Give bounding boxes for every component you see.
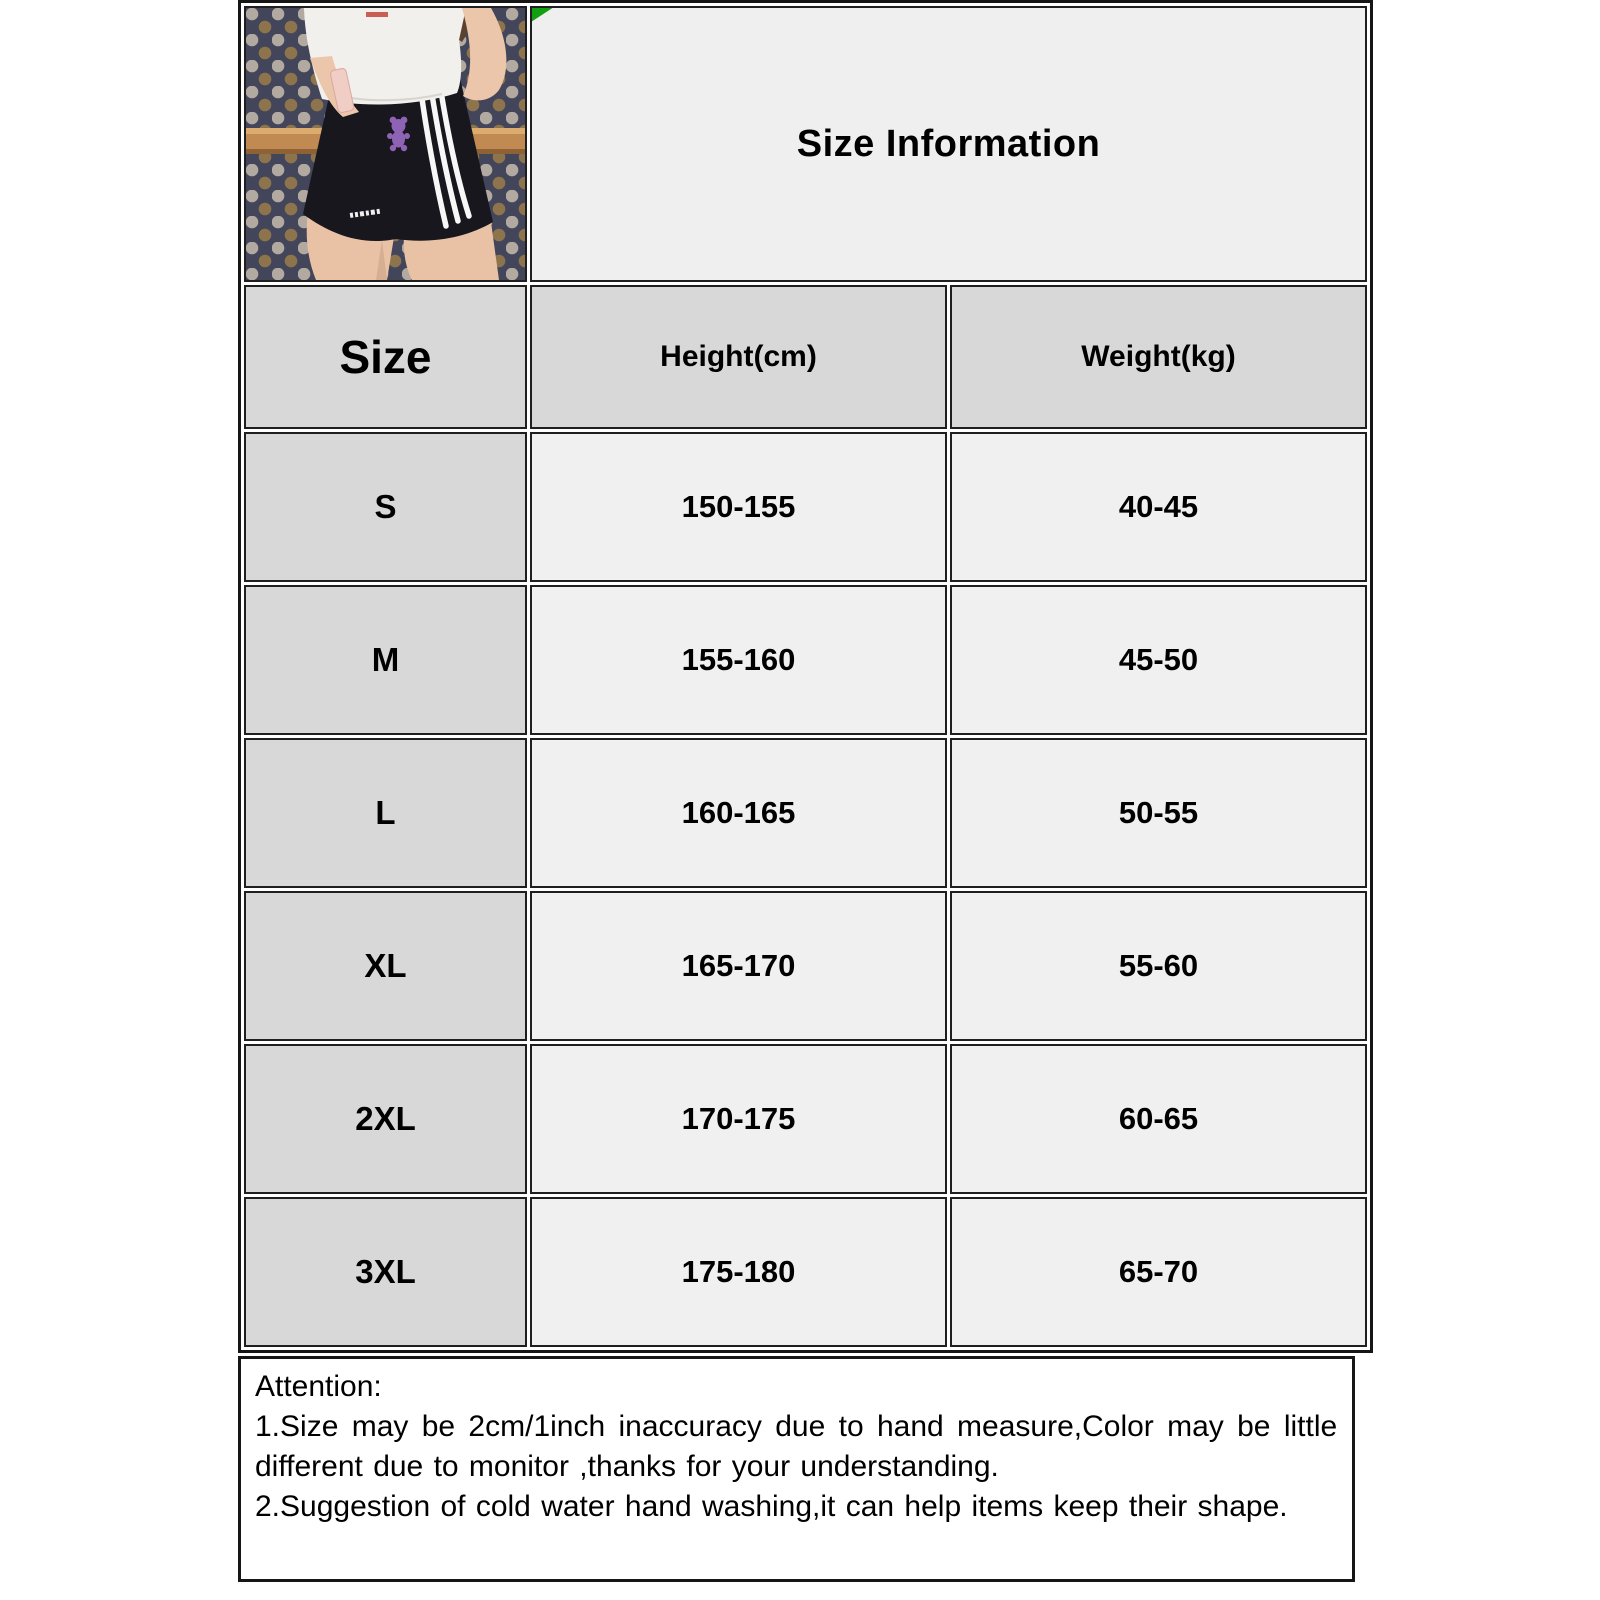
column-header-size: Size [244, 285, 527, 429]
size-chart-sheet [238, 0, 1355, 1582]
top-row [244, 6, 1367, 282]
table-row [244, 891, 1367, 1041]
size-label: L [244, 738, 527, 888]
height-value: 165-170 [530, 891, 947, 1041]
table-row [244, 1044, 1367, 1194]
size-label: 3XL [244, 1197, 527, 1347]
height-value: 175-180 [530, 1197, 947, 1347]
size-information-title-cell [530, 6, 1367, 282]
table-row [244, 432, 1367, 582]
weight-value: 40-45 [950, 432, 1367, 582]
attention-line: 2.Suggestion of cold water hand washing,it can help items keep their shape. [255, 1490, 1288, 1523]
weight-value: 45-50 [950, 585, 1367, 735]
height-value: 155-160 [530, 585, 947, 735]
height-value: 150-155 [530, 432, 947, 582]
size-label: 2XL [244, 1044, 527, 1194]
table-row [244, 738, 1367, 888]
product-photo [244, 6, 527, 282]
table-row [244, 1197, 1367, 1347]
table-row [244, 585, 1367, 735]
column-header-height: Height(cm) [530, 285, 947, 429]
weight-value: 65-70 [950, 1197, 1367, 1347]
size-label: M [244, 585, 527, 735]
page-title: Size Information [796, 122, 1101, 165]
size-label: S [244, 432, 527, 582]
product-photo-illustration [246, 8, 525, 280]
attention-line: different due to monitor ,thanks for your understanding. [255, 1450, 999, 1483]
size-label: XL [244, 891, 527, 1041]
height-value: 160-165 [530, 738, 947, 888]
weight-value: 50-55 [950, 738, 1367, 888]
green-corner-marker-icon [531, 7, 554, 22]
size-table [238, 0, 1373, 1353]
height-value: 170-175 [530, 1044, 947, 1194]
weight-value: 60-65 [950, 1044, 1367, 1194]
attention-line: 1.Size may be 2cm/1inch inaccuracy due to hand measure,Color may be little [255, 1410, 1338, 1443]
column-header-weight: Weight(kg) [950, 285, 1367, 429]
attention-heading: Attention: [255, 1370, 382, 1403]
table-header-row [244, 285, 1367, 429]
attention-note [238, 1356, 1355, 1582]
weight-value: 55-60 [950, 891, 1367, 1041]
